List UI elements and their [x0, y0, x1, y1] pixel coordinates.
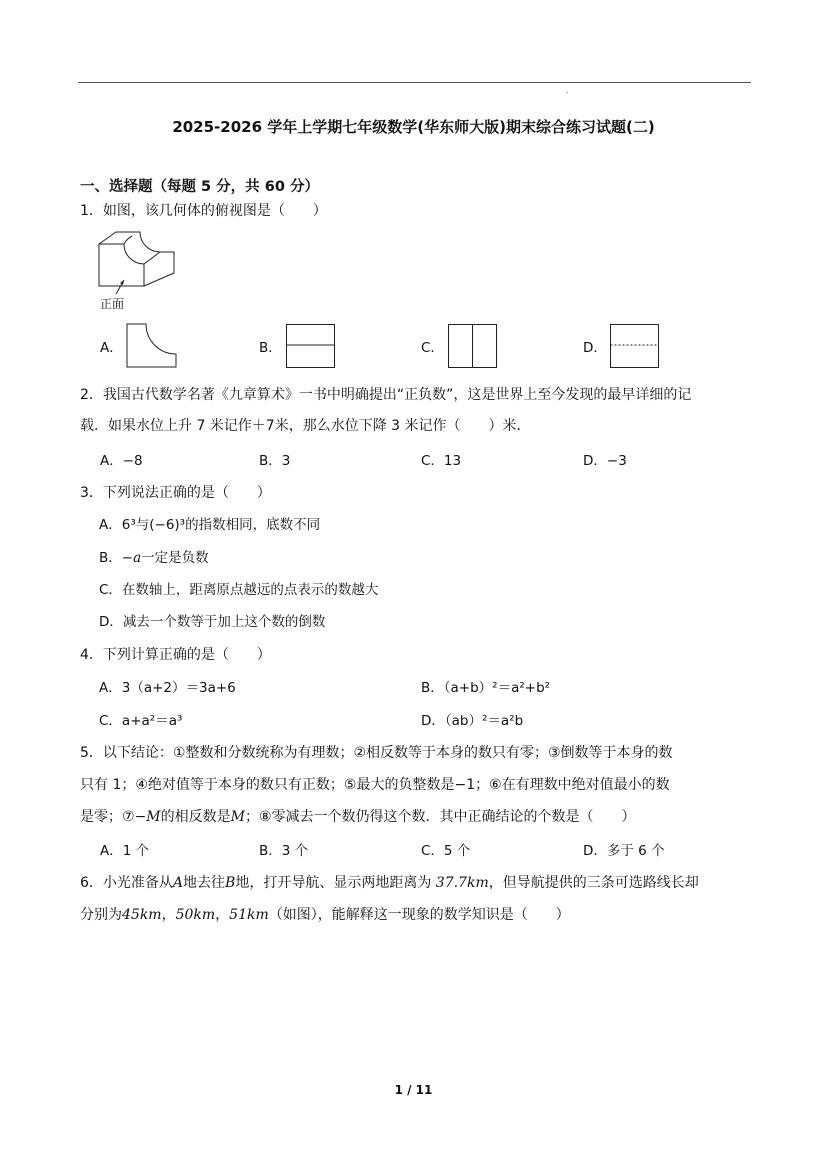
q4-option-a[interactable]: A．3（a+2）＝3a+6: [99, 680, 236, 696]
header-dot: .: [566, 86, 569, 95]
q6-point-a: A: [172, 875, 184, 891]
q1-option-a-figure: [126, 323, 178, 369]
q5-line-3-part-a: 是零；⑦: [80, 809, 135, 825]
q5-line-2: 只有 1；④绝对值等于本身的数只有正数；⑤最大的负整数是−1；⑥在有理数中绝对值最小的数: [80, 777, 670, 793]
q3-option-b-prefix: B．: [99, 550, 122, 566]
page-number: 1 / 11: [394, 1083, 433, 1097]
q1-option-b-figure: [286, 324, 336, 369]
q5-math-neg-m: −M: [134, 809, 161, 825]
q6-line-2-a: 分别为: [80, 907, 122, 923]
q6-line-2-e: ，: [215, 907, 230, 923]
q3-option-d[interactable]: D．减去一个数等于加上这个数的倒数: [99, 614, 326, 630]
q1-stem: 1．如图，该几何体的俯视图是（ ）: [80, 203, 327, 219]
q6-line-1: [80, 873, 699, 893]
q6-route-2: 50km: [175, 907, 216, 923]
section-heading: 一、选择题（每题 5 分，共 60 分）: [80, 179, 319, 195]
q6-distance: 37.7km: [435, 875, 489, 891]
q3-option-b-math: −a: [121, 550, 142, 566]
q6-line-1-b: 地去往: [183, 875, 226, 891]
q6-route-3: 51km: [229, 907, 269, 923]
q3-option-a-text: 的指数相同，底数不同: [185, 517, 321, 533]
q2-option-b[interactable]: B．3: [259, 453, 291, 469]
q2-option-c[interactable]: C．13: [421, 453, 462, 469]
q1-figure-label: 正面: [100, 297, 125, 311]
q5-option-a[interactable]: A．1 个: [100, 843, 150, 859]
q4-option-d[interactable]: D．（ab）²＝a²b: [421, 713, 524, 729]
header-rule: [78, 82, 751, 83]
q3-option-b-text: 一定是负数: [141, 550, 209, 566]
q6-line-1-e: ，但导航提供的三条可选路线长却: [488, 875, 699, 891]
q5-option-d[interactable]: D．多于 6 个: [583, 843, 665, 859]
q5-option-c[interactable]: C．5 个: [421, 843, 471, 859]
q1-option-d[interactable]: D．: [583, 340, 607, 356]
q6-route-1: 45km: [122, 907, 162, 923]
q1-option-c[interactable]: C．: [421, 340, 444, 356]
q3-option-b[interactable]: [99, 548, 209, 568]
q5-line-1: 5．以下结论：①整数和分数统称为有理数；②相反数等于本身的数只有零；③倒数等于本身的数: [80, 745, 673, 761]
q5-option-b[interactable]: B．3 个: [259, 843, 309, 859]
q3-option-a[interactable]: [99, 515, 320, 535]
q2-option-d[interactable]: D．−3: [583, 453, 627, 469]
q6-point-b: B: [225, 875, 236, 891]
q5-line-3: [80, 807, 636, 827]
q1-option-d-figure: [610, 324, 660, 369]
q6-line-1-c: 地，打开导航、显示两地距离为: [235, 875, 436, 891]
q4-option-b[interactable]: B．（a+b）²＝a²+b²: [421, 680, 551, 696]
q1-option-b[interactable]: B．: [259, 340, 282, 356]
q3-stem: 3．下列说法正确的是（ ）: [80, 485, 271, 501]
q2-line-1: 2．我国古代数学名著《九章算术》一书中明确提出“正负数”，这是世界上至今发现的最早详细的记: [80, 387, 692, 403]
q2-option-a[interactable]: A．−8: [100, 453, 143, 469]
q5-line-3-part-b: 的相反数是: [160, 809, 231, 825]
q6-line-2: [80, 905, 570, 925]
q6-line-2-g: （如图），能解释这一现象的数学知识是（ ）: [268, 907, 570, 923]
q4-option-c[interactable]: C．a+a²＝a³: [99, 713, 183, 729]
page-title: 2025-2026 学年上学期七年级数学(华东师大版)期末综合练习试题(二): [172, 118, 655, 136]
q2-line-2: 载．如果水位上升 7 米记作＋7米，那么水位下降 3 米记作（ ）米．: [80, 418, 531, 434]
q6-line-2-c: ，: [161, 907, 176, 923]
q5-line-3-part-c: ；⑧零减去一个数仍得这个数．其中正确结论的个数是（ ）: [244, 809, 636, 825]
q1-option-c-figure: [448, 324, 498, 369]
q5-math-m: M: [230, 809, 245, 825]
q6-line-1-a: 6．小光准备从: [80, 875, 173, 891]
q1-option-a[interactable]: A．: [100, 340, 123, 356]
q3-option-a-math: 6³与(−6)³: [121, 517, 186, 533]
q3-option-a-prefix: A．: [99, 517, 122, 533]
q3-option-c[interactable]: C．在数轴上，距离原点越远的点表示的数越大: [99, 582, 379, 598]
q4-stem: 4．下列计算正确的是（ ）: [80, 647, 271, 663]
